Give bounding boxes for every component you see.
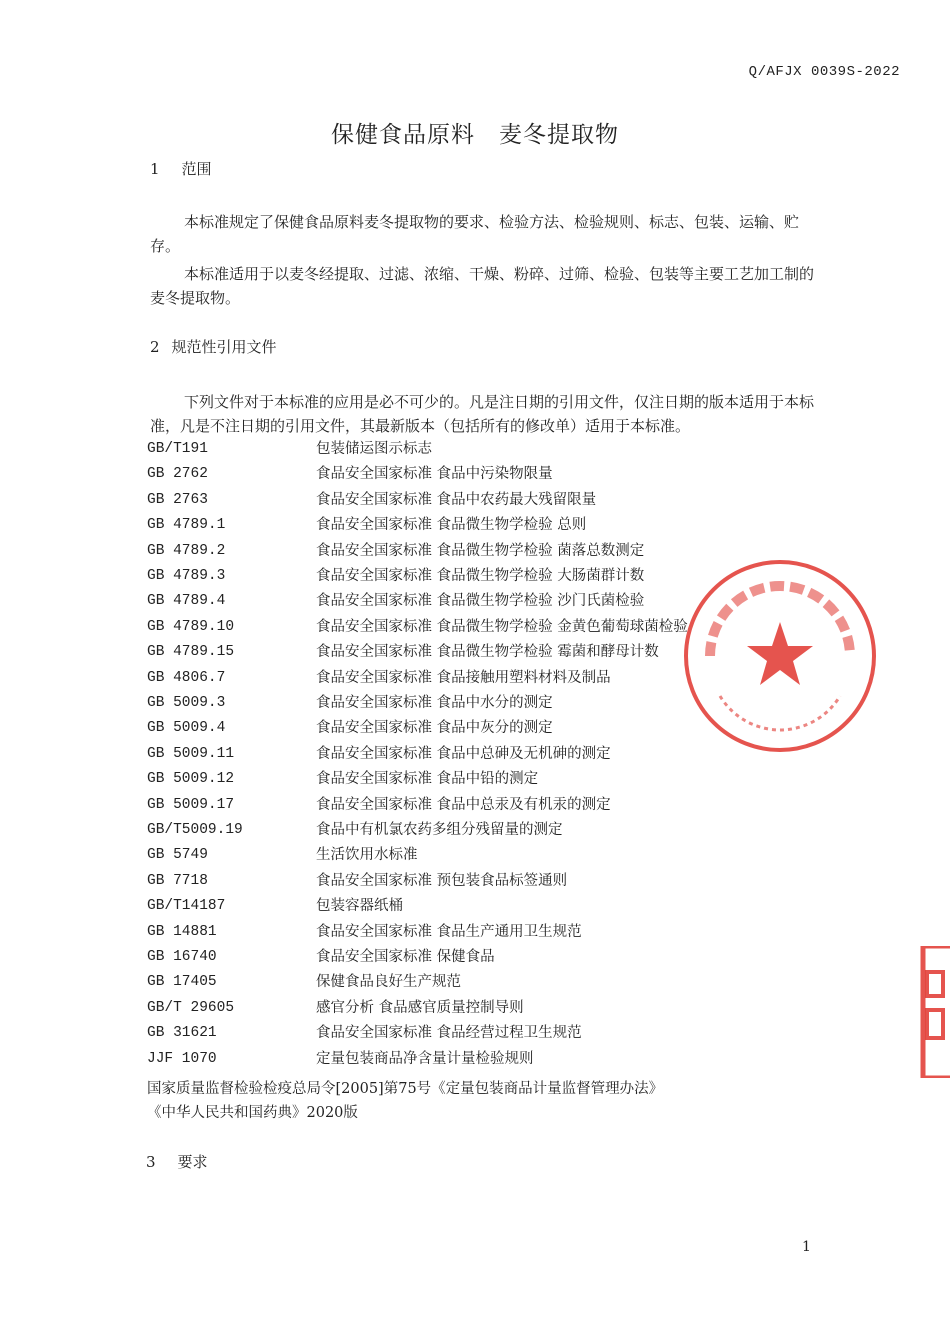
reference-code: JJF 1070 [147, 1050, 217, 1067]
reference-code: GB 5009.4 [147, 720, 226, 737]
page-number: 1 [802, 1239, 811, 1255]
reference-code: GB/T5009.19 [147, 822, 243, 838]
reference-code: GB 4789.4 [147, 593, 226, 610]
reference-item [147, 437, 827, 462]
reference-code: GB 14881 [147, 923, 217, 940]
reference-code: GB/T 29605 [147, 999, 235, 1016]
reference-title: 食品安全国家标准 食品生产通用卫生规范 [316, 923, 582, 940]
section-title: 要求 [177, 1153, 208, 1171]
reference-item [147, 843, 827, 868]
section-number: 2 [150, 338, 160, 356]
reference-code: GB 5009.17 [147, 796, 235, 813]
reference-title: 食品安全国家标准 食品微生物学检验 霉菌和酵母计数 [316, 644, 659, 661]
references-intro: 下列文件对于本标准的应用是必不可少的。凡是注日期的引用文件，仅注日期的版本适用于本标准，凡是不注日期的引用文件，其最新版本（包括所有的修改单）适用于本标准。 [150, 393, 815, 435]
reference-title: 食品安全国家标准 食品经营过程卫生规范 [316, 1025, 582, 1042]
reference-code: GB 5749 [147, 847, 208, 864]
reference-title: 食品安全国家标准 食品中总砷及无机砷的测定 [316, 745, 611, 762]
section-2-heading [150, 336, 277, 357]
document-code: Q/AFJX 0039S-2022 [748, 64, 900, 80]
section-title: 规范性引用文件 [171, 338, 277, 356]
page-title: 保健食品原料 麦冬提取物 [331, 122, 619, 148]
reference-title: 食品安全国家标准 食品中水分的测定 [316, 695, 553, 711]
reference-code: GB 4789.3 [147, 568, 226, 584]
reference-item [147, 793, 827, 818]
reference-title: 食品安全国家标准 食品中铅的测定 [316, 771, 539, 788]
reference-title: 食品安全国家标准 食品微生物学检验 沙门氏菌检验 [316, 593, 645, 610]
reference-code: GB 4789.15 [147, 644, 235, 661]
reference-code: GB 7718 [147, 872, 208, 889]
section-1-heading [150, 158, 212, 179]
reference-code: GB 2762 [147, 466, 208, 483]
section-number: 3 [146, 1153, 156, 1171]
reference-title: 食品安全国家标准 食品微生物学检验 大肠菌群计数 [316, 568, 645, 584]
reference-code: GB 16740 [147, 949, 217, 965]
reference-title: 食品中有机氯农药多组分残留量的测定 [316, 822, 563, 838]
reference-title: 食品安全国家标准 食品微生物学检验 金黄色葡萄球菌检验 [316, 618, 688, 635]
reference-title: 食品安全国家标准 食品中灰分的测定 [316, 720, 553, 737]
company-seal-icon [680, 556, 880, 756]
reference-extra-1: 国家质量监督检验检疫总局令[2005]第75号《定量包装商品计量监督管理办法》 [147, 1081, 664, 1097]
reference-title: 食品安全国家标准 食品中污染物限量 [316, 466, 553, 483]
reference-title: 食品安全国家标准 食品微生物学检验 菌落总数测定 [316, 542, 645, 559]
edge-stamp-icon [915, 946, 950, 1078]
reference-code: GB 4789.10 [147, 618, 235, 635]
reference-item [147, 488, 827, 513]
reference-code: GB 31621 [147, 1025, 217, 1042]
reference-code: GB 5009.12 [147, 771, 235, 788]
reference-code: GB 4789.2 [147, 542, 226, 559]
reference-item [147, 462, 827, 487]
reference-item [147, 1021, 827, 1046]
reference-title: 食品安全国家标准 食品中农药最大残留限量 [316, 491, 597, 508]
reference-code: GB 2763 [147, 491, 208, 508]
reference-title: 定量包装商品净含量计量检验规则 [316, 1050, 534, 1067]
reference-title: 包装容器纸桶 [316, 898, 403, 915]
reference-title: 保健食品良好生产规范 [316, 974, 461, 991]
reference-title: 食品安全国家标准 食品接触用塑料材料及制品 [316, 669, 611, 686]
reference-item [147, 1047, 827, 1072]
reference-code: GB 5009.3 [147, 695, 226, 711]
reference-item [147, 996, 827, 1021]
reference-code: GB 5009.11 [147, 745, 235, 762]
reference-code: GB/T14187 [147, 898, 226, 915]
reference-extra-2: 《中华人民共和国药典》2020版 [147, 1105, 358, 1121]
reference-title: 食品安全国家标准 食品微生物学检验 总则 [316, 517, 587, 534]
section-title: 范围 [181, 160, 212, 178]
reference-title: 食品安全国家标准 食品中总汞及有机汞的测定 [316, 796, 611, 813]
reference-title: 生活饮用水标准 [316, 847, 418, 864]
reference-title: 食品安全国家标准 预包装食品标签通则 [316, 872, 568, 889]
reference-code: GB 4806.7 [147, 669, 226, 686]
scope-paragraph-1: 本标准规定了保健食品原料麦冬提取物的要求、检验方法、检验规则、标志、包装、运输、贮存。 [150, 213, 800, 255]
reference-item [147, 894, 827, 919]
reference-title: 食品安全国家标准 保健食品 [316, 949, 495, 965]
reference-item [147, 818, 827, 843]
section-3-heading [146, 1151, 208, 1172]
reference-code: GB/T191 [147, 441, 208, 457]
reference-item [147, 513, 827, 538]
scope-paragraph-2: 本标准适用于以麦冬经提取、过滤、浓缩、干燥、粉碎、过筛、检验、包装等主要工艺加工制的麦冬提取物。 [150, 265, 815, 307]
section-number: 1 [150, 160, 160, 178]
reference-item [147, 869, 827, 894]
reference-title: 包装储运图示标志 [316, 441, 432, 457]
reference-item [147, 920, 827, 945]
reference-title: 感官分析 食品感官质量控制导则 [316, 999, 524, 1016]
reference-item [147, 970, 827, 995]
reference-item [147, 945, 827, 970]
reference-code: GB 17405 [147, 974, 217, 991]
reference-code: GB 4789.1 [147, 517, 226, 534]
reference-item [147, 767, 827, 792]
